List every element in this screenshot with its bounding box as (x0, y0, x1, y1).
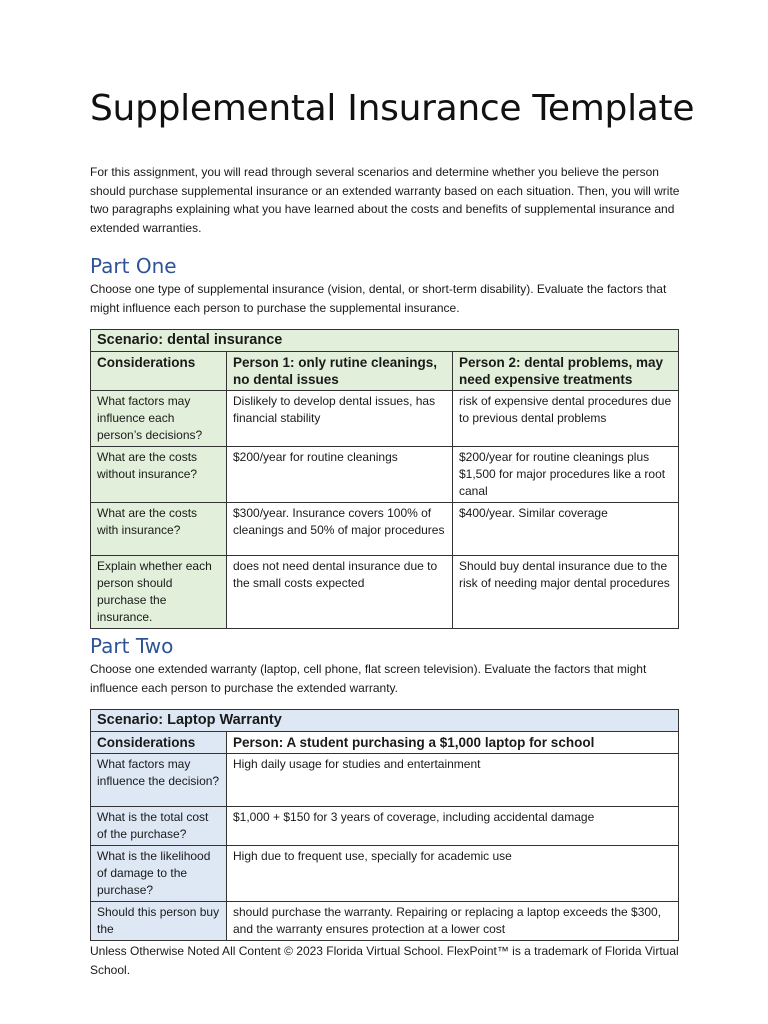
person-1-cell: $300/year. Insurance covers 100% of cleanings and 50% of major procedures (227, 503, 453, 556)
table-row (91, 754, 679, 807)
person-cell: High daily usage for studies and entertainment (227, 754, 679, 807)
row-label: What are the costs with insurance? (91, 503, 227, 556)
person-2-cell: risk of expensive dental procedures due to previous dental problems (453, 391, 679, 447)
row-label: Explain whether each person should purchase the insurance. (91, 556, 227, 629)
scenario-row (91, 330, 679, 352)
row-label: What are the costs without insurance? (91, 447, 227, 503)
person-1-cell: does not need dental insurance due to the small costs expected (227, 556, 453, 629)
person-cell: High due to frequent use, specially for academic use (227, 846, 679, 902)
person-cell: should purchase the warranty. Repairing or replacing a laptop exceeds the $300, and the warranty ensures protection at a lower cost (227, 902, 679, 941)
header-row (91, 732, 679, 754)
part-one-heading: Part One (90, 254, 177, 278)
person-cell: $1,000 + $150 for 3 years of coverage, including accidental damage (227, 807, 679, 846)
person-1-cell: $200/year for routine cleanings (227, 447, 453, 503)
part-two-instructions: Choose one extended warranty (laptop, cell phone, flat screen television). Evaluate the factors that might influence each person to purchase the extended warranty. (90, 662, 647, 695)
row-label: What factors may influence each person’s decisions? (91, 391, 227, 447)
intro-paragraph: For this assignment, you will read through several scenarios and determine whether you believe the person should purchase supplemental insurance or an extended warranty based on each situation. Then, you will write two paragraphs explaining what you have learned about the costs and benefits of supplemental insurance and extended warranties. (90, 165, 680, 235)
table-row (91, 391, 679, 447)
dental-insurance-table (90, 329, 679, 629)
person-1-cell: Dislikely to develop dental issues, has financial stability (227, 391, 453, 447)
scenario-title: Scenario: dental insurance (91, 330, 679, 352)
table-row (91, 846, 679, 902)
part-one-instructions: Choose one type of supplemental insurance (vision, dental, or short-term disability). Evaluate the factors that might influence each person to purchase the supplemental insurance. (90, 282, 667, 315)
header-person-1: Person 1: only rutine cleanings, no dental issues (227, 352, 453, 391)
table-row (91, 807, 679, 846)
scenario-title: Scenario: Laptop Warranty (91, 710, 679, 732)
copyright-footer: Unless Otherwise Noted All Content © 2023 Florida Virtual School. FlexPoint™ is a trademark of Florida Virtual School. (90, 944, 679, 977)
laptop-warranty-table (90, 709, 679, 941)
row-label: What factors may influence the decision? (91, 754, 227, 807)
page-title: Supplemental Insurance Template (90, 88, 695, 129)
header-person-2: Person 2: dental problems, may need expensive treatments (453, 352, 679, 391)
header-person: Person: A student purchasing a $1,000 laptop for school (227, 732, 679, 754)
part-two-heading: Part Two (90, 634, 174, 658)
row-label: Should this person buy the (91, 902, 227, 941)
table-row (91, 447, 679, 503)
person-2-cell: $400/year. Similar coverage (453, 503, 679, 556)
row-label: What is the likelihood of damage to the purchase? (91, 846, 227, 902)
person-2-cell: $200/year for routine cleanings plus $1,500 for major procedures like a root canal (453, 447, 679, 503)
header-considerations: Considerations (91, 352, 227, 391)
scenario-row (91, 710, 679, 732)
row-label: What is the total cost of the purchase? (91, 807, 227, 846)
table-row (91, 503, 679, 556)
table-row (91, 556, 679, 629)
header-row (91, 352, 679, 391)
table-row (91, 902, 679, 941)
header-considerations: Considerations (91, 732, 227, 754)
person-2-cell: Should buy dental insurance due to the risk of needing major dental procedures (453, 556, 679, 629)
